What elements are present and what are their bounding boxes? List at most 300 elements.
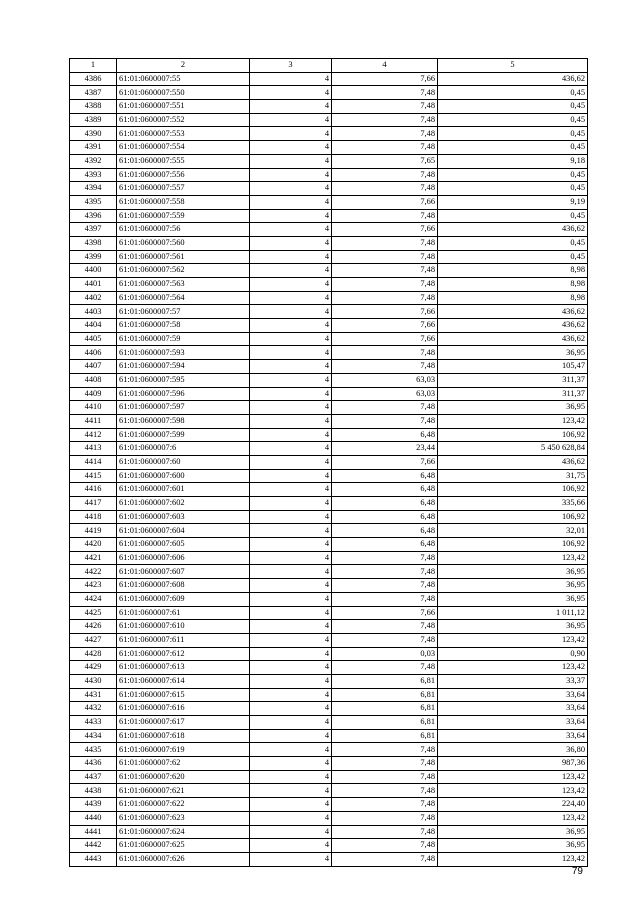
table-cell-col-5: 36,95 xyxy=(438,839,588,853)
table-cell-col-2: 61:01:0600007:608 xyxy=(117,579,250,593)
table-cell-col-2: 61:01:0600007:621 xyxy=(117,784,250,798)
table-cell-col-3: 4 xyxy=(250,332,332,346)
table-cell-col-5: 106,92 xyxy=(438,510,588,524)
table-cell-col-5: 36,95 xyxy=(438,579,588,593)
table-cell-col-4: 7,48 xyxy=(332,127,438,141)
table-row xyxy=(70,209,588,223)
table-row xyxy=(70,182,588,196)
table-cell-col-4: 7,48 xyxy=(332,401,438,415)
table-cell-col-1: 4419 xyxy=(70,524,117,538)
table-cell-col-4: 7,48 xyxy=(332,414,438,428)
table-cell-col-4: 63,03 xyxy=(332,387,438,401)
table-cell-col-4: 7,48 xyxy=(332,798,438,812)
table-cell-col-3: 4 xyxy=(250,633,332,647)
table-cell-col-4: 7,48 xyxy=(332,86,438,100)
table-cell-col-3: 4 xyxy=(250,551,332,565)
table-row xyxy=(70,264,588,278)
table-cell-col-4: 7,48 xyxy=(332,579,438,593)
table-cell-col-3: 4 xyxy=(250,565,332,579)
table-cell-col-1: 4426 xyxy=(70,620,117,634)
table-row xyxy=(70,387,588,401)
table-row xyxy=(70,497,588,511)
table-cell-col-4: 6,48 xyxy=(332,538,438,552)
column-header-4: 4 xyxy=(332,59,438,73)
table-cell-col-4: 7,48 xyxy=(332,839,438,853)
table-cell-col-3: 4 xyxy=(250,100,332,114)
table-cell-col-4: 7,48 xyxy=(332,852,438,866)
table-row xyxy=(70,702,588,716)
table-cell-col-1: 4386 xyxy=(70,72,117,86)
table-cell-col-3: 4 xyxy=(250,606,332,620)
table-cell-col-2: 61:01:0600007:594 xyxy=(117,360,250,374)
table-cell-col-1: 4433 xyxy=(70,716,117,730)
table-cell-col-3: 4 xyxy=(250,442,332,456)
table-cell-col-3: 4 xyxy=(250,852,332,866)
table-cell-col-5: 123,42 xyxy=(438,633,588,647)
table-cell-col-4: 7,48 xyxy=(332,291,438,305)
table-row xyxy=(70,551,588,565)
table-row xyxy=(70,839,588,853)
table-row xyxy=(70,674,588,688)
table-row xyxy=(70,154,588,168)
table-row xyxy=(70,729,588,743)
table-cell-col-1: 4399 xyxy=(70,250,117,264)
table-cell-col-5: 5 450 628,84 xyxy=(438,442,588,456)
table-cell-col-3: 4 xyxy=(250,264,332,278)
table-cell-col-2: 61:01:0600007:612 xyxy=(117,647,250,661)
table-cell-col-2: 61:01:0600007:618 xyxy=(117,729,250,743)
column-header-3: 3 xyxy=(250,59,332,73)
table-cell-col-5: 8,98 xyxy=(438,264,588,278)
table-cell-col-1: 4425 xyxy=(70,606,117,620)
table-cell-col-5: 436,62 xyxy=(438,455,588,469)
table-cell-col-2: 61:01:0600007:620 xyxy=(117,770,250,784)
table-cell-col-2: 61:01:0600007:557 xyxy=(117,182,250,196)
table-cell-col-2: 61:01:0600007:564 xyxy=(117,291,250,305)
table-row xyxy=(70,469,588,483)
table-cell-col-3: 4 xyxy=(250,113,332,127)
table-cell-col-1: 4442 xyxy=(70,839,117,853)
table-cell-col-3: 4 xyxy=(250,223,332,237)
table-cell-col-5: 0,45 xyxy=(438,250,588,264)
table-cell-col-3: 4 xyxy=(250,360,332,374)
table-cell-col-5: 36,80 xyxy=(438,743,588,757)
table-cell-col-2: 61:01:0600007:605 xyxy=(117,538,250,552)
table-row xyxy=(70,757,588,771)
table-cell-col-2: 61:01:0600007:552 xyxy=(117,113,250,127)
table-cell-col-1: 4409 xyxy=(70,387,117,401)
table-cell-col-5: 0,45 xyxy=(438,168,588,182)
table-cell-col-4: 7,48 xyxy=(332,113,438,127)
table-cell-col-2: 61:01:0600007:555 xyxy=(117,154,250,168)
table-cell-col-2: 61:01:0600007:593 xyxy=(117,346,250,360)
table-cell-col-3: 4 xyxy=(250,401,332,415)
table-row xyxy=(70,401,588,415)
table-cell-col-3: 4 xyxy=(250,811,332,825)
table-row xyxy=(70,113,588,127)
table-cell-col-1: 4410 xyxy=(70,401,117,415)
column-header-1: 1 xyxy=(70,59,117,73)
table-cell-col-5: 36,95 xyxy=(438,565,588,579)
table-cell-col-5: 0,90 xyxy=(438,647,588,661)
table-cell-col-3: 4 xyxy=(250,154,332,168)
table-cell-col-5: 33,64 xyxy=(438,729,588,743)
table-cell-col-3: 4 xyxy=(250,236,332,250)
table-cell-col-1: 4415 xyxy=(70,469,117,483)
table-cell-col-4: 7,48 xyxy=(332,743,438,757)
table-cell-col-2: 61:01:0600007:614 xyxy=(117,674,250,688)
table-cell-col-4: 7,48 xyxy=(332,770,438,784)
table-cell-col-2: 61:01:0600007:606 xyxy=(117,551,250,565)
table-cell-col-2: 61:01:0600007:617 xyxy=(117,716,250,730)
table-cell-col-2: 61:01:0600007:607 xyxy=(117,565,250,579)
table-cell-col-3: 4 xyxy=(250,757,332,771)
table-cell-col-5: 33,64 xyxy=(438,688,588,702)
table-row xyxy=(70,442,588,456)
table-cell-col-1: 4424 xyxy=(70,592,117,606)
table-cell-col-5: 436,62 xyxy=(438,72,588,86)
table-cell-col-2: 61:01:0600007:624 xyxy=(117,825,250,839)
table-cell-col-2: 61:01:0600007:558 xyxy=(117,195,250,209)
table-cell-col-1: 4402 xyxy=(70,291,117,305)
table-cell-col-1: 4437 xyxy=(70,770,117,784)
table-cell-col-3: 4 xyxy=(250,250,332,264)
table-row xyxy=(70,72,588,86)
table-cell-col-2: 61:01:0600007:600 xyxy=(117,469,250,483)
table-row xyxy=(70,688,588,702)
table-cell-col-2: 61:01:0600007:58 xyxy=(117,319,250,333)
table-cell-col-5: 335,66 xyxy=(438,497,588,511)
table-cell-col-4: 7,48 xyxy=(332,264,438,278)
table-cell-col-4: 7,48 xyxy=(332,592,438,606)
table-cell-col-5: 311,37 xyxy=(438,387,588,401)
table-row xyxy=(70,305,588,319)
table-cell-col-3: 4 xyxy=(250,538,332,552)
table-cell-col-2: 61:01:0600007:610 xyxy=(117,620,250,634)
table-row xyxy=(70,743,588,757)
table-row xyxy=(70,346,588,360)
table-cell-col-3: 4 xyxy=(250,592,332,606)
table-cell-col-1: 4438 xyxy=(70,784,117,798)
table-cell-col-4: 6,81 xyxy=(332,688,438,702)
table-cell-col-1: 4394 xyxy=(70,182,117,196)
table-cell-col-1: 4404 xyxy=(70,319,117,333)
table-cell-col-2: 61:01:0600007:604 xyxy=(117,524,250,538)
table-cell-col-5: 123,42 xyxy=(438,852,588,866)
table-cell-col-4: 6,81 xyxy=(332,674,438,688)
table-cell-col-2: 61:01:0600007:6 xyxy=(117,442,250,456)
table-cell-col-4: 7,48 xyxy=(332,784,438,798)
table-cell-col-5: 436,62 xyxy=(438,223,588,237)
table-cell-col-1: 4397 xyxy=(70,223,117,237)
table-row xyxy=(70,127,588,141)
table-cell-col-5: 36,95 xyxy=(438,592,588,606)
table-cell-col-5: 106,92 xyxy=(438,428,588,442)
table-cell-col-5: 106,92 xyxy=(438,483,588,497)
table-cell-col-5: 311,37 xyxy=(438,373,588,387)
table-cell-col-2: 61:01:0600007:611 xyxy=(117,633,250,647)
table-cell-col-4: 7,66 xyxy=(332,72,438,86)
table-cell-col-1: 4414 xyxy=(70,455,117,469)
table-cell-col-1: 4428 xyxy=(70,647,117,661)
table-cell-col-1: 4413 xyxy=(70,442,117,456)
table-cell-col-1: 4401 xyxy=(70,278,117,292)
table-cell-col-5: 36,95 xyxy=(438,620,588,634)
table-cell-col-3: 4 xyxy=(250,483,332,497)
table-row xyxy=(70,332,588,346)
table-cell-col-2: 61:01:0600007:597 xyxy=(117,401,250,415)
table-cell-col-4: 6,48 xyxy=(332,428,438,442)
table-cell-col-3: 4 xyxy=(250,182,332,196)
table-cell-col-3: 4 xyxy=(250,647,332,661)
table-cell-col-5: 36,95 xyxy=(438,346,588,360)
table-cell-col-4: 6,48 xyxy=(332,497,438,511)
table-row xyxy=(70,661,588,675)
table-cell-col-2: 61:01:0600007:603 xyxy=(117,510,250,524)
table-cell-col-4: 7,48 xyxy=(332,141,438,155)
table-cell-col-3: 4 xyxy=(250,729,332,743)
table-row xyxy=(70,825,588,839)
table-cell-col-5: 0,45 xyxy=(438,182,588,196)
table-cell-col-3: 4 xyxy=(250,141,332,155)
table-row xyxy=(70,798,588,812)
table-cell-col-3: 4 xyxy=(250,291,332,305)
table-cell-col-3: 4 xyxy=(250,469,332,483)
table-cell-col-1: 4429 xyxy=(70,661,117,675)
table-cell-col-5: 123,42 xyxy=(438,551,588,565)
table-cell-col-5: 1 011,12 xyxy=(438,606,588,620)
table-cell-col-2: 61:01:0600007:615 xyxy=(117,688,250,702)
table-cell-col-4: 7,48 xyxy=(332,346,438,360)
table-cell-col-1: 4398 xyxy=(70,236,117,250)
table-cell-col-4: 7,48 xyxy=(332,633,438,647)
table-cell-col-4: 7,66 xyxy=(332,223,438,237)
table-cell-col-3: 4 xyxy=(250,688,332,702)
table-cell-col-2: 61:01:0600007:599 xyxy=(117,428,250,442)
table-cell-col-1: 4416 xyxy=(70,483,117,497)
table-row xyxy=(70,100,588,114)
table-cell-col-4: 7,48 xyxy=(332,811,438,825)
table-row xyxy=(70,86,588,100)
table-row xyxy=(70,291,588,305)
table-cell-col-4: 7,66 xyxy=(332,606,438,620)
table-row xyxy=(70,455,588,469)
table-cell-col-1: 4388 xyxy=(70,100,117,114)
table-cell-col-2: 61:01:0600007:595 xyxy=(117,373,250,387)
table-cell-col-5: 31,75 xyxy=(438,469,588,483)
table-cell-col-1: 4420 xyxy=(70,538,117,552)
table-row xyxy=(70,195,588,209)
table-cell-col-3: 4 xyxy=(250,497,332,511)
table-row xyxy=(70,811,588,825)
table-cell-col-4: 6,48 xyxy=(332,483,438,497)
table-row xyxy=(70,236,588,250)
table-cell-col-3: 4 xyxy=(250,716,332,730)
table-cell-col-2: 61:01:0600007:556 xyxy=(117,168,250,182)
table-cell-col-2: 61:01:0600007:560 xyxy=(117,236,250,250)
table-cell-col-5: 36,95 xyxy=(438,401,588,415)
table-cell-col-2: 61:01:0600007:561 xyxy=(117,250,250,264)
table-cell-col-3: 4 xyxy=(250,346,332,360)
table-cell-col-2: 61:01:0600007:626 xyxy=(117,852,250,866)
table-cell-col-3: 4 xyxy=(250,784,332,798)
table-cell-col-3: 4 xyxy=(250,209,332,223)
table-row xyxy=(70,565,588,579)
table-cell-col-2: 61:01:0600007:623 xyxy=(117,811,250,825)
table-cell-col-4: 6,48 xyxy=(332,510,438,524)
table-cell-col-4: 7,48 xyxy=(332,250,438,264)
table-cell-col-1: 4431 xyxy=(70,688,117,702)
table-cell-col-2: 61:01:0600007:562 xyxy=(117,264,250,278)
cadastral-data-table xyxy=(69,58,588,867)
table-row xyxy=(70,141,588,155)
table-row xyxy=(70,784,588,798)
table-cell-col-2: 61:01:0600007:551 xyxy=(117,100,250,114)
table-row xyxy=(70,647,588,661)
table-cell-col-1: 4387 xyxy=(70,86,117,100)
table-cell-col-4: 7,65 xyxy=(332,154,438,168)
table-cell-col-4: 6,48 xyxy=(332,524,438,538)
table-cell-col-3: 4 xyxy=(250,195,332,209)
table-row xyxy=(70,592,588,606)
table-cell-col-1: 4427 xyxy=(70,633,117,647)
column-header-5: 5 xyxy=(438,59,588,73)
table-cell-col-3: 4 xyxy=(250,86,332,100)
table-cell-col-1: 4390 xyxy=(70,127,117,141)
table-cell-col-2: 61:01:0600007:61 xyxy=(117,606,250,620)
table-cell-col-5: 436,62 xyxy=(438,305,588,319)
table-cell-col-1: 4389 xyxy=(70,113,117,127)
table-cell-col-5: 0,45 xyxy=(438,236,588,250)
table-cell-col-5: 123,42 xyxy=(438,811,588,825)
table-cell-col-5: 987,36 xyxy=(438,757,588,771)
table-row xyxy=(70,360,588,374)
table-cell-col-1: 4432 xyxy=(70,702,117,716)
table-cell-col-4: 0,03 xyxy=(332,647,438,661)
table-cell-col-4: 7,48 xyxy=(332,551,438,565)
table-cell-col-4: 7,48 xyxy=(332,661,438,675)
table-row xyxy=(70,483,588,497)
table-cell-col-5: 123,42 xyxy=(438,784,588,798)
table-cell-col-2: 61:01:0600007:613 xyxy=(117,661,250,675)
table-row xyxy=(70,373,588,387)
table-cell-col-5: 8,98 xyxy=(438,278,588,292)
table-cell-col-4: 7,48 xyxy=(332,565,438,579)
table-body xyxy=(70,72,588,866)
table-cell-col-3: 4 xyxy=(250,168,332,182)
table-cell-col-2: 61:01:0600007:563 xyxy=(117,278,250,292)
table-cell-col-2: 61:01:0600007:553 xyxy=(117,127,250,141)
table-cell-col-1: 4392 xyxy=(70,154,117,168)
table-cell-col-1: 4406 xyxy=(70,346,117,360)
table-cell-col-4: 6,48 xyxy=(332,469,438,483)
table-cell-col-3: 4 xyxy=(250,414,332,428)
table-cell-col-5: 32,01 xyxy=(438,524,588,538)
table-cell-col-4: 7,66 xyxy=(332,332,438,346)
table-cell-col-2: 61:01:0600007:554 xyxy=(117,141,250,155)
table-cell-col-1: 4393 xyxy=(70,168,117,182)
table-cell-col-5: 0,45 xyxy=(438,127,588,141)
table-cell-col-1: 4435 xyxy=(70,743,117,757)
table-row xyxy=(70,319,588,333)
table-cell-col-5: 224,40 xyxy=(438,798,588,812)
table-row xyxy=(70,620,588,634)
table-cell-col-4: 7,66 xyxy=(332,455,438,469)
table-cell-col-5: 0,45 xyxy=(438,86,588,100)
table-cell-col-2: 61:01:0600007:602 xyxy=(117,497,250,511)
table-cell-col-1: 4434 xyxy=(70,729,117,743)
table-cell-col-2: 61:01:0600007:57 xyxy=(117,305,250,319)
table-cell-col-2: 61:01:0600007:550 xyxy=(117,86,250,100)
table-cell-col-3: 4 xyxy=(250,373,332,387)
table-cell-col-4: 7,48 xyxy=(332,620,438,634)
table-cell-col-1: 4391 xyxy=(70,141,117,155)
table-cell-col-4: 7,66 xyxy=(332,305,438,319)
table-cell-col-5: 8,98 xyxy=(438,291,588,305)
table-cell-col-5: 9,18 xyxy=(438,154,588,168)
table-cell-col-2: 61:01:0600007:60 xyxy=(117,455,250,469)
table-cell-col-2: 61:01:0600007:596 xyxy=(117,387,250,401)
table-row xyxy=(70,716,588,730)
table-cell-col-3: 4 xyxy=(250,661,332,675)
table-cell-col-5: 123,42 xyxy=(438,661,588,675)
table-cell-col-1: 4422 xyxy=(70,565,117,579)
table-cell-col-4: 7,48 xyxy=(332,209,438,223)
table-cell-col-1: 4403 xyxy=(70,305,117,319)
table-cell-col-4: 7,66 xyxy=(332,319,438,333)
table-cell-col-3: 4 xyxy=(250,524,332,538)
table-row xyxy=(70,633,588,647)
table-cell-col-1: 4443 xyxy=(70,852,117,866)
table-cell-col-5: 0,45 xyxy=(438,113,588,127)
table-cell-col-4: 63,03 xyxy=(332,373,438,387)
table-cell-col-1: 4439 xyxy=(70,798,117,812)
table-row xyxy=(70,770,588,784)
table-cell-col-2: 61:01:0600007:56 xyxy=(117,223,250,237)
table-cell-col-1: 4440 xyxy=(70,811,117,825)
column-header-2: 2 xyxy=(117,59,250,73)
table-cell-col-1: 4412 xyxy=(70,428,117,442)
table-row xyxy=(70,538,588,552)
table-cell-col-2: 61:01:0600007:601 xyxy=(117,483,250,497)
table-cell-col-3: 4 xyxy=(250,579,332,593)
table-cell-col-5: 436,62 xyxy=(438,319,588,333)
table-cell-col-3: 4 xyxy=(250,702,332,716)
table-cell-col-1: 4405 xyxy=(70,332,117,346)
table-cell-col-1: 4436 xyxy=(70,757,117,771)
table-row xyxy=(70,428,588,442)
table-cell-col-4: 7,48 xyxy=(332,278,438,292)
table-cell-col-2: 61:01:0600007:55 xyxy=(117,72,250,86)
table-cell-col-4: 6,81 xyxy=(332,729,438,743)
table-cell-col-4: 7,48 xyxy=(332,360,438,374)
table-cell-col-3: 4 xyxy=(250,387,332,401)
header-row xyxy=(70,59,588,73)
table-cell-col-1: 4441 xyxy=(70,825,117,839)
table-cell-col-5: 0,45 xyxy=(438,209,588,223)
table-cell-col-5: 36,95 xyxy=(438,825,588,839)
table-cell-col-1: 4395 xyxy=(70,195,117,209)
table-cell-col-4: 7,48 xyxy=(332,100,438,114)
table-row xyxy=(70,606,588,620)
table-cell-col-2: 61:01:0600007:609 xyxy=(117,592,250,606)
table-cell-col-2: 61:01:0600007:619 xyxy=(117,743,250,757)
table-row xyxy=(70,250,588,264)
table-row xyxy=(70,852,588,866)
table-cell-col-2: 61:01:0600007:616 xyxy=(117,702,250,716)
table-cell-col-2: 61:01:0600007:59 xyxy=(117,332,250,346)
table-row xyxy=(70,510,588,524)
